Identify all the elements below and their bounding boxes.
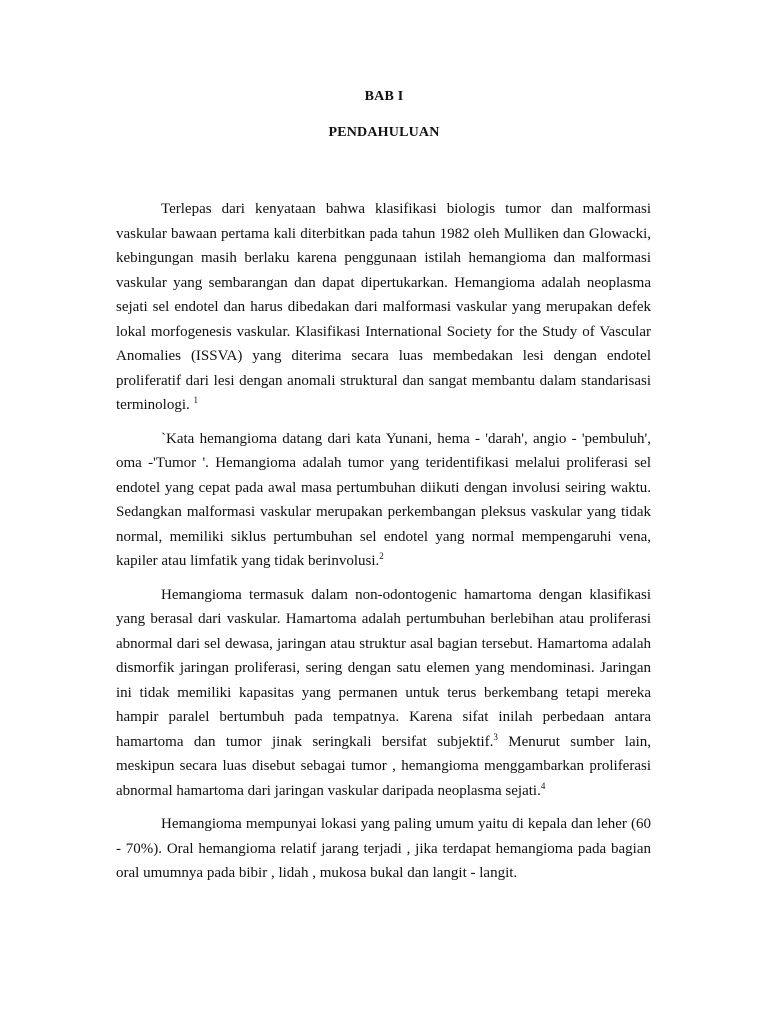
- paragraph-3-text: Hemangioma termasuk dalam non-odontogenic hamartoma dengan klasifikasi yang berasal dari vaskular. Hamartoma adalah pertumbuhan berlebihan atau proliferasi abnormal dari sel dewasa, jaringan atau struktur asal bagian tersebut. Hamartoma adalah dismorfik jaringan proliferasi, sering dengan satu elemen yang mendominasi. Jaringan ini tidak memiliki kapasitas yang permanen untuk terus berkembang tetapi mereka hampir paralel bertumbuh pada tempatnya. Karena sifat inilah perbedaan antara hamartoma dan tumor jinak seringkali bersifat subjektif.: [116, 586, 651, 750]
- paragraph-1: [116, 197, 651, 418]
- paragraph-4: [116, 812, 651, 886]
- paragraph-3: [116, 583, 651, 804]
- paragraph-1-text: Terlepas dari kenyataan bahwa klasifikasi biologis tumor dan malformasi vaskular bawaan pertama kali diterbitkan pada tahun 1982 oleh Mulliken dan Glowacki, kebingungan masih berlaku karena penggunaan istilah hemangioma dan malformasi vaskular yang sembarangan dan dapat dipertukarkan. Hemangioma adalah neoplasma sejati sel endotel dan harus dibedakan dari malformasi vaskular yang merupakan defek lokal morfogenesis vaskular. Klasifikasi International Society for the Study of Vascular Anomalies (ISSVA) yang diterima secara luas membedakan lesi dengan endotel proliferatif dari lesi dengan anomali struktural dan sangat membantu dalam standarisasi terminologi.: [116, 201, 651, 413]
- body-text: [116, 197, 651, 886]
- footnote-ref-1: 1: [193, 395, 198, 405]
- paragraph-4-text: Hemangioma mempunyai lokasi yang paling umum yaitu di kepala dan leher (60 - 70%). Oral hemangioma relatif jarang terjadi , jika terdapat hemangioma pada bagian oral umumnya pada bibir , lidah , mukosa bukal dan langit - langit.: [116, 816, 651, 881]
- paragraph-2-text: `Kata hemangioma datang dari kata Yunani, hema - 'darah', angio - 'pembuluh', oma -'Tumor '. Hemangioma adalah tumor yang teridentifikasi melalui proliferasi sel endotel yang cepat pada awal masa pertumbuhan diikuti dengan involusi seiring waktu. Sedangkan malformasi vaskular merupakan perkembangan pleksus vaskular yang tidak normal, memiliki siklus pertumbuhan sel endotel yang normal mempengaruhi vena, kapiler atau limfatik yang tidak berinvolusi.: [116, 430, 651, 569]
- footnote-ref-2: 2: [379, 551, 384, 561]
- chapter-title: PENDAHULUAN: [328, 125, 440, 140]
- paragraph-3-text-after: Menurut sumber lain, meskipun secara luas disebut sebagai tumor , hemangioma menggambarkan proliferasi abnormal hamartoma dari jaringan vaskular daripada neoplasma sejati.: [116, 733, 652, 799]
- paragraph-2: [116, 427, 651, 574]
- chapter-number: BAB I: [364, 89, 404, 104]
- footnote-ref-4: 4: [540, 780, 546, 791]
- footnote-ref-3: 3: [493, 731, 498, 742]
